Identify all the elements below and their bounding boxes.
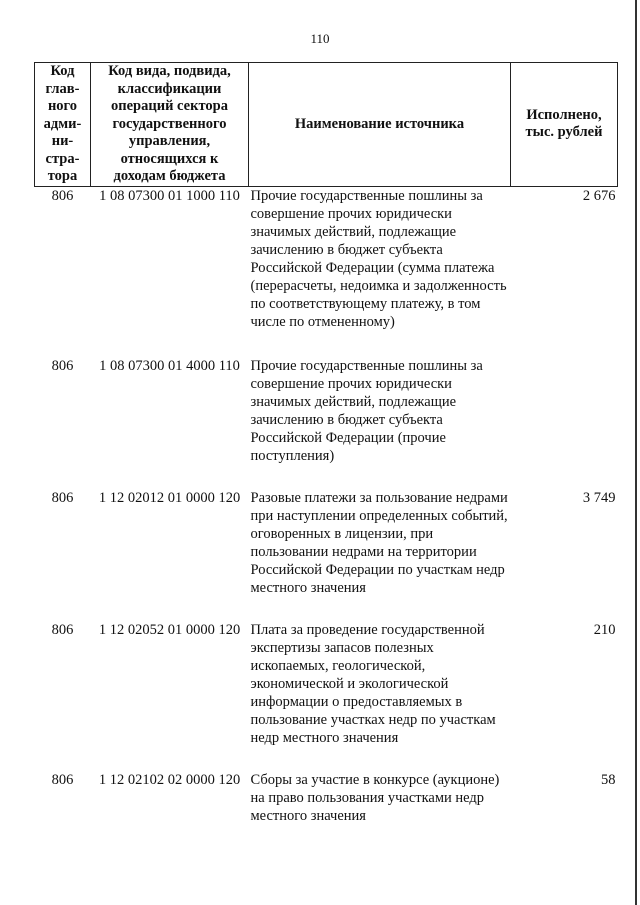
- amount-cell: 3 749: [582, 489, 616, 506]
- header-admin-code: Код глав-ного адми-ни-стра-тора: [35, 63, 91, 187]
- amount-cell: 210: [593, 621, 616, 638]
- revenue-code-cell: 1 12 02012 01 0000 120: [98, 489, 241, 506]
- header-amount: Исполнено, тыс. рублей: [511, 63, 618, 187]
- revenue-code-cell: 1 12 02102 02 0000 120: [98, 771, 241, 788]
- admin-code-cell: 806: [51, 621, 74, 638]
- amount-cell: [511, 357, 618, 489]
- revenue-code-cell: 1 12 02052 01 0000 120: [98, 621, 241, 638]
- header-source-name: Наименование источника: [249, 63, 511, 187]
- table-row: [35, 489, 618, 621]
- source-name-cell: Разовые платежи за пользование недрами при наступлении определенных событий, оговоренных в лицензии, при пользовании недрами на территории Российской Федерации по участкам недр местного значения: [250, 489, 508, 596]
- admin-code-cell: 806: [51, 357, 74, 374]
- table-row: [35, 771, 618, 825]
- amount-cell: 58: [601, 771, 616, 788]
- header-revenue-code: Код вида, подвида, классификации операций сектора государственного управления, относящихся к доходам бюджета: [91, 63, 249, 187]
- admin-code-cell: 806: [51, 187, 74, 204]
- admin-code-cell: 806: [51, 489, 74, 506]
- table-header-row: [35, 63, 618, 187]
- table-row: [35, 621, 618, 771]
- page-number: 110: [310, 31, 330, 46]
- revenue-table: [34, 62, 618, 825]
- source-name-cell: Сборы за участие в конкурсе (аукционе) на право пользования участками недр местного значения: [250, 771, 500, 824]
- revenue-code-cell: 1 08 07300 01 1000 110: [99, 187, 240, 204]
- source-name-cell: Прочие государственные пошлины за совершение прочих юридически значимых действий, подлежащие зачислению в бюджет субъекта Российской Федерации (прочие поступления): [250, 357, 483, 464]
- source-name-cell: Плата за проведение государственной экспертизы запасов полезных ископаемых, геологической, экономической и экологической информации о предоставляемых в пользование участках недр по участкам недр местного значения: [250, 621, 496, 746]
- revenue-code-cell: 1 08 07300 01 4000 110: [99, 357, 240, 374]
- page-edge-line: [635, 0, 637, 905]
- amount-cell: 2 676: [582, 187, 616, 204]
- admin-code-cell: 806: [51, 771, 74, 788]
- table-row: [35, 186, 618, 357]
- table-row: [35, 357, 618, 489]
- source-name-cell: Прочие государственные пошлины за совершение прочих юридически значимых действий, подлежащие зачислению в бюджет субъекта Российской Федерации (сумма платежа (перерасчеты, недоимка и задолженность по соответствующему платежу, в том числе по отмененному): [250, 187, 507, 330]
